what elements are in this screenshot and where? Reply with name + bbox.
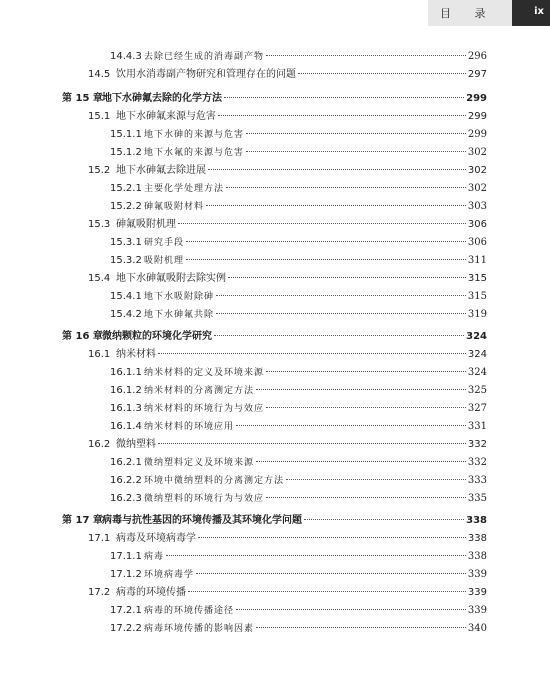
toc-leader-dots (216, 295, 466, 296)
toc-title: 吸附机理 (144, 256, 185, 266)
toc-title: 微纳塑料 (116, 439, 156, 450)
toc-number: 第 15 章 (62, 93, 103, 104)
toc-number: 16.2.3 (110, 493, 142, 504)
toc-page-number: 299 (466, 93, 487, 104)
toc-page-number: 297 (467, 69, 487, 80)
toc-page-number: 340 (467, 623, 487, 634)
header-page-number: ix (534, 6, 544, 17)
toc-number: 16.2.2 (110, 475, 142, 486)
toc-title: 地下水砷氟来源与危害 (116, 111, 216, 122)
toc-page-number: 302 (467, 147, 487, 158)
toc-number: 16.1.1 (110, 367, 142, 378)
toc-leader-dots (246, 133, 466, 134)
toc-number: 15.2 (88, 165, 111, 176)
toc-title: 研究手段 (144, 238, 185, 248)
toc-number: 15.3 (88, 219, 111, 230)
toc-title: 病毒及环境病毒学 (116, 533, 196, 544)
toc-title: 地下水砷的来源与危害 (144, 130, 245, 140)
toc-chapter[interactable] (62, 330, 487, 344)
toc-page-number: 335 (467, 493, 487, 504)
toc-title: 地下水砷氟去除的化学方法 (102, 93, 222, 104)
toc-number: 17.1.1 (110, 551, 142, 562)
running-header (0, 0, 550, 26)
toc-subsection[interactable] (110, 146, 487, 160)
toc-title: 病毒的环境传播 (116, 587, 186, 598)
toc-leader-dots (186, 259, 466, 260)
toc-leader-dots (218, 115, 466, 116)
toc-leader-dots (236, 425, 466, 426)
toc-page-number: 296 (467, 51, 487, 62)
toc-section[interactable] (88, 348, 487, 362)
toc-number: 15.4.1 (110, 291, 142, 302)
toc-number: 17.2 (88, 587, 111, 598)
toc-number: 17.2.2 (110, 623, 142, 634)
toc-page-number: 324 (467, 367, 487, 378)
toc-page-number: 302 (467, 165, 487, 176)
toc-title: 地下水氟的来源与危害 (144, 148, 245, 158)
toc-leader-dots (236, 609, 466, 610)
header-page-box (512, 0, 550, 26)
toc-page-number: 338 (467, 551, 487, 562)
toc-leader-dots (266, 371, 466, 372)
toc-leader-dots (256, 461, 466, 462)
toc-title: 地下水砷氟共除 (144, 310, 215, 320)
toc-section[interactable] (88, 68, 487, 82)
toc-page-number: 338 (467, 533, 487, 544)
toc-title: 纳米材料的定义及环境来源 (144, 368, 265, 378)
toc-number: 14.5 (88, 69, 111, 80)
toc-subsection[interactable] (110, 254, 487, 268)
toc-subsection[interactable] (110, 550, 487, 564)
toc-page-number: 324 (466, 331, 487, 342)
toc-title: 地下水吸附除砷 (144, 292, 215, 302)
toc-number: 15.3.2 (110, 255, 142, 266)
toc-page-number: 332 (467, 439, 487, 450)
toc-subsection[interactable] (110, 384, 487, 398)
toc-subsection[interactable] (110, 492, 487, 506)
toc-title: 环境病毒学 (144, 570, 195, 580)
toc-subsection[interactable] (110, 50, 487, 64)
toc-page-number: 339 (467, 569, 487, 580)
header-tab (428, 0, 550, 26)
toc-title: 砷氟吸附材料 (144, 202, 205, 212)
toc-title: 微纳颗粒的环境化学研究 (102, 331, 212, 342)
toc-subsection[interactable] (110, 568, 487, 582)
toc-number: 第 16 章 (62, 331, 103, 342)
toc-title: 地下水砷氟去除进展 (116, 165, 206, 176)
toc-number: 15.2.1 (110, 183, 142, 194)
toc-leader-dots (298, 73, 466, 74)
toc-page-number: 302 (467, 183, 487, 194)
toc-leader-dots (266, 407, 466, 408)
toc-title: 饮用水消毒副产物研究和管理存在的问题 (116, 69, 296, 80)
toc-leader-dots (256, 389, 466, 390)
toc-page-number: 319 (467, 309, 487, 320)
toc-title: 病毒 (144, 552, 165, 562)
toc-page-number: 315 (467, 291, 487, 302)
toc-page-number: 315 (467, 273, 487, 284)
toc-section[interactable] (88, 218, 487, 232)
toc-leader-dots (256, 627, 466, 628)
toc-leader-dots (166, 555, 466, 556)
toc-chapter[interactable] (62, 92, 487, 106)
toc-page-number: 327 (467, 403, 487, 414)
toc-page-number: 311 (467, 255, 487, 266)
toc-subsection[interactable] (110, 604, 487, 618)
toc-leader-dots (158, 353, 466, 354)
toc-page-number: 339 (467, 605, 487, 616)
toc-leader-dots (216, 313, 466, 314)
toc-section[interactable] (88, 438, 487, 452)
toc-leader-dots (228, 277, 466, 278)
toc-leader-dots (206, 205, 466, 206)
toc-number: 第 17 章 (62, 515, 103, 526)
toc-number: 15.4.2 (110, 309, 142, 320)
toc-title: 去除已经生成的消毒副产物 (144, 52, 265, 62)
toc-page-number: 331 (467, 421, 487, 432)
toc-leader-dots (266, 497, 466, 498)
toc-subsection[interactable] (110, 420, 487, 434)
toc-leader-dots (196, 573, 466, 574)
toc-leader-dots (198, 537, 466, 538)
toc-leader-dots (178, 223, 466, 224)
toc-section[interactable] (88, 586, 487, 600)
toc-number: 16.1.2 (110, 385, 142, 396)
toc-page-number: 332 (467, 457, 487, 468)
toc-chapter[interactable] (62, 514, 487, 528)
toc-number: 15.1.2 (110, 147, 142, 158)
toc-section[interactable] (88, 110, 487, 124)
toc-title: 微纳塑料定义及环境来源 (144, 458, 255, 468)
toc-subsection[interactable] (110, 182, 487, 196)
toc-number: 15.1 (88, 111, 111, 122)
toc-title: 砷氟吸附机理 (116, 219, 176, 230)
toc-page-number: 324 (467, 349, 487, 360)
header-title: 目 录 (440, 7, 496, 20)
toc-page-number: 306 (467, 237, 487, 248)
toc-title: 地下水砷氟吸附去除实例 (116, 273, 226, 284)
toc-page-number: 303 (467, 201, 487, 212)
toc-number: 16.1.3 (110, 403, 142, 414)
toc-subsection[interactable] (110, 366, 487, 380)
toc-title: 主要化学处理方法 (144, 184, 225, 194)
toc-leader-dots (208, 169, 466, 170)
toc-subsection[interactable] (110, 236, 487, 250)
toc-leader-dots (214, 335, 464, 336)
toc-page-number: 333 (467, 475, 487, 486)
toc-leader-dots (224, 97, 464, 98)
toc-number: 15.4 (88, 273, 111, 284)
toc-title: 微纳塑料的环境行为与效应 (144, 494, 265, 504)
toc-number: 15.1.1 (110, 129, 142, 140)
toc-title: 病毒的环境传播途径 (144, 606, 235, 616)
toc-number: 15.2.2 (110, 201, 142, 212)
toc-number: 16.2.1 (110, 457, 142, 468)
toc-page-number: 339 (467, 587, 487, 598)
toc-title: 病毒环境传播的影响因素 (144, 624, 255, 634)
toc-title: 病毒与抗性基因的环境传播及其环境化学问题 (102, 515, 302, 526)
toc-leader-dots (304, 519, 464, 520)
toc-subsection[interactable] (110, 474, 487, 488)
toc-page-number: 338 (466, 515, 487, 526)
toc-leader-dots (186, 241, 466, 242)
toc-title: 纳米材料的环境行为与效应 (144, 404, 265, 414)
toc-section[interactable] (88, 532, 487, 546)
toc-number: 17.2.1 (110, 605, 142, 616)
toc-title: 环境中微纳塑料的分离测定方法 (144, 476, 285, 486)
toc-leader-dots (188, 591, 466, 592)
toc-number: 16.1 (88, 349, 111, 360)
toc-subsection[interactable] (110, 200, 487, 214)
toc-subsection[interactable] (110, 308, 487, 322)
toc-number: 17.1 (88, 533, 111, 544)
toc-leader-dots (266, 55, 466, 56)
toc-page-number: 299 (467, 129, 487, 140)
header-spacer (0, 0, 428, 26)
toc-subsection[interactable] (110, 128, 487, 142)
toc-number: 16.1.4 (110, 421, 142, 432)
toc-title: 纳米材料的环境应用 (144, 422, 235, 432)
toc-number: 17.1.2 (110, 569, 142, 580)
toc-leader-dots (226, 187, 466, 188)
toc-page-number: 325 (467, 385, 487, 396)
toc-leader-dots (158, 443, 466, 444)
toc-section[interactable] (88, 164, 487, 178)
toc-leader-dots (286, 479, 466, 480)
toc-number: 15.3.1 (110, 237, 142, 248)
toc-page-number: 306 (467, 219, 487, 230)
toc-subsection[interactable] (110, 622, 487, 636)
toc-page-number: 299 (467, 111, 487, 122)
toc-title: 纳米材料 (116, 349, 156, 360)
toc-subsection[interactable] (110, 456, 487, 470)
toc-leader-dots (246, 151, 466, 152)
toc-title: 纳米材料的分离测定方法 (144, 386, 255, 396)
toc-number: 14.4.3 (110, 51, 142, 62)
toc-subsection[interactable] (110, 290, 487, 304)
toc-section[interactable] (88, 272, 487, 286)
toc-subsection[interactable] (110, 402, 487, 416)
toc-number: 16.2 (88, 439, 111, 450)
